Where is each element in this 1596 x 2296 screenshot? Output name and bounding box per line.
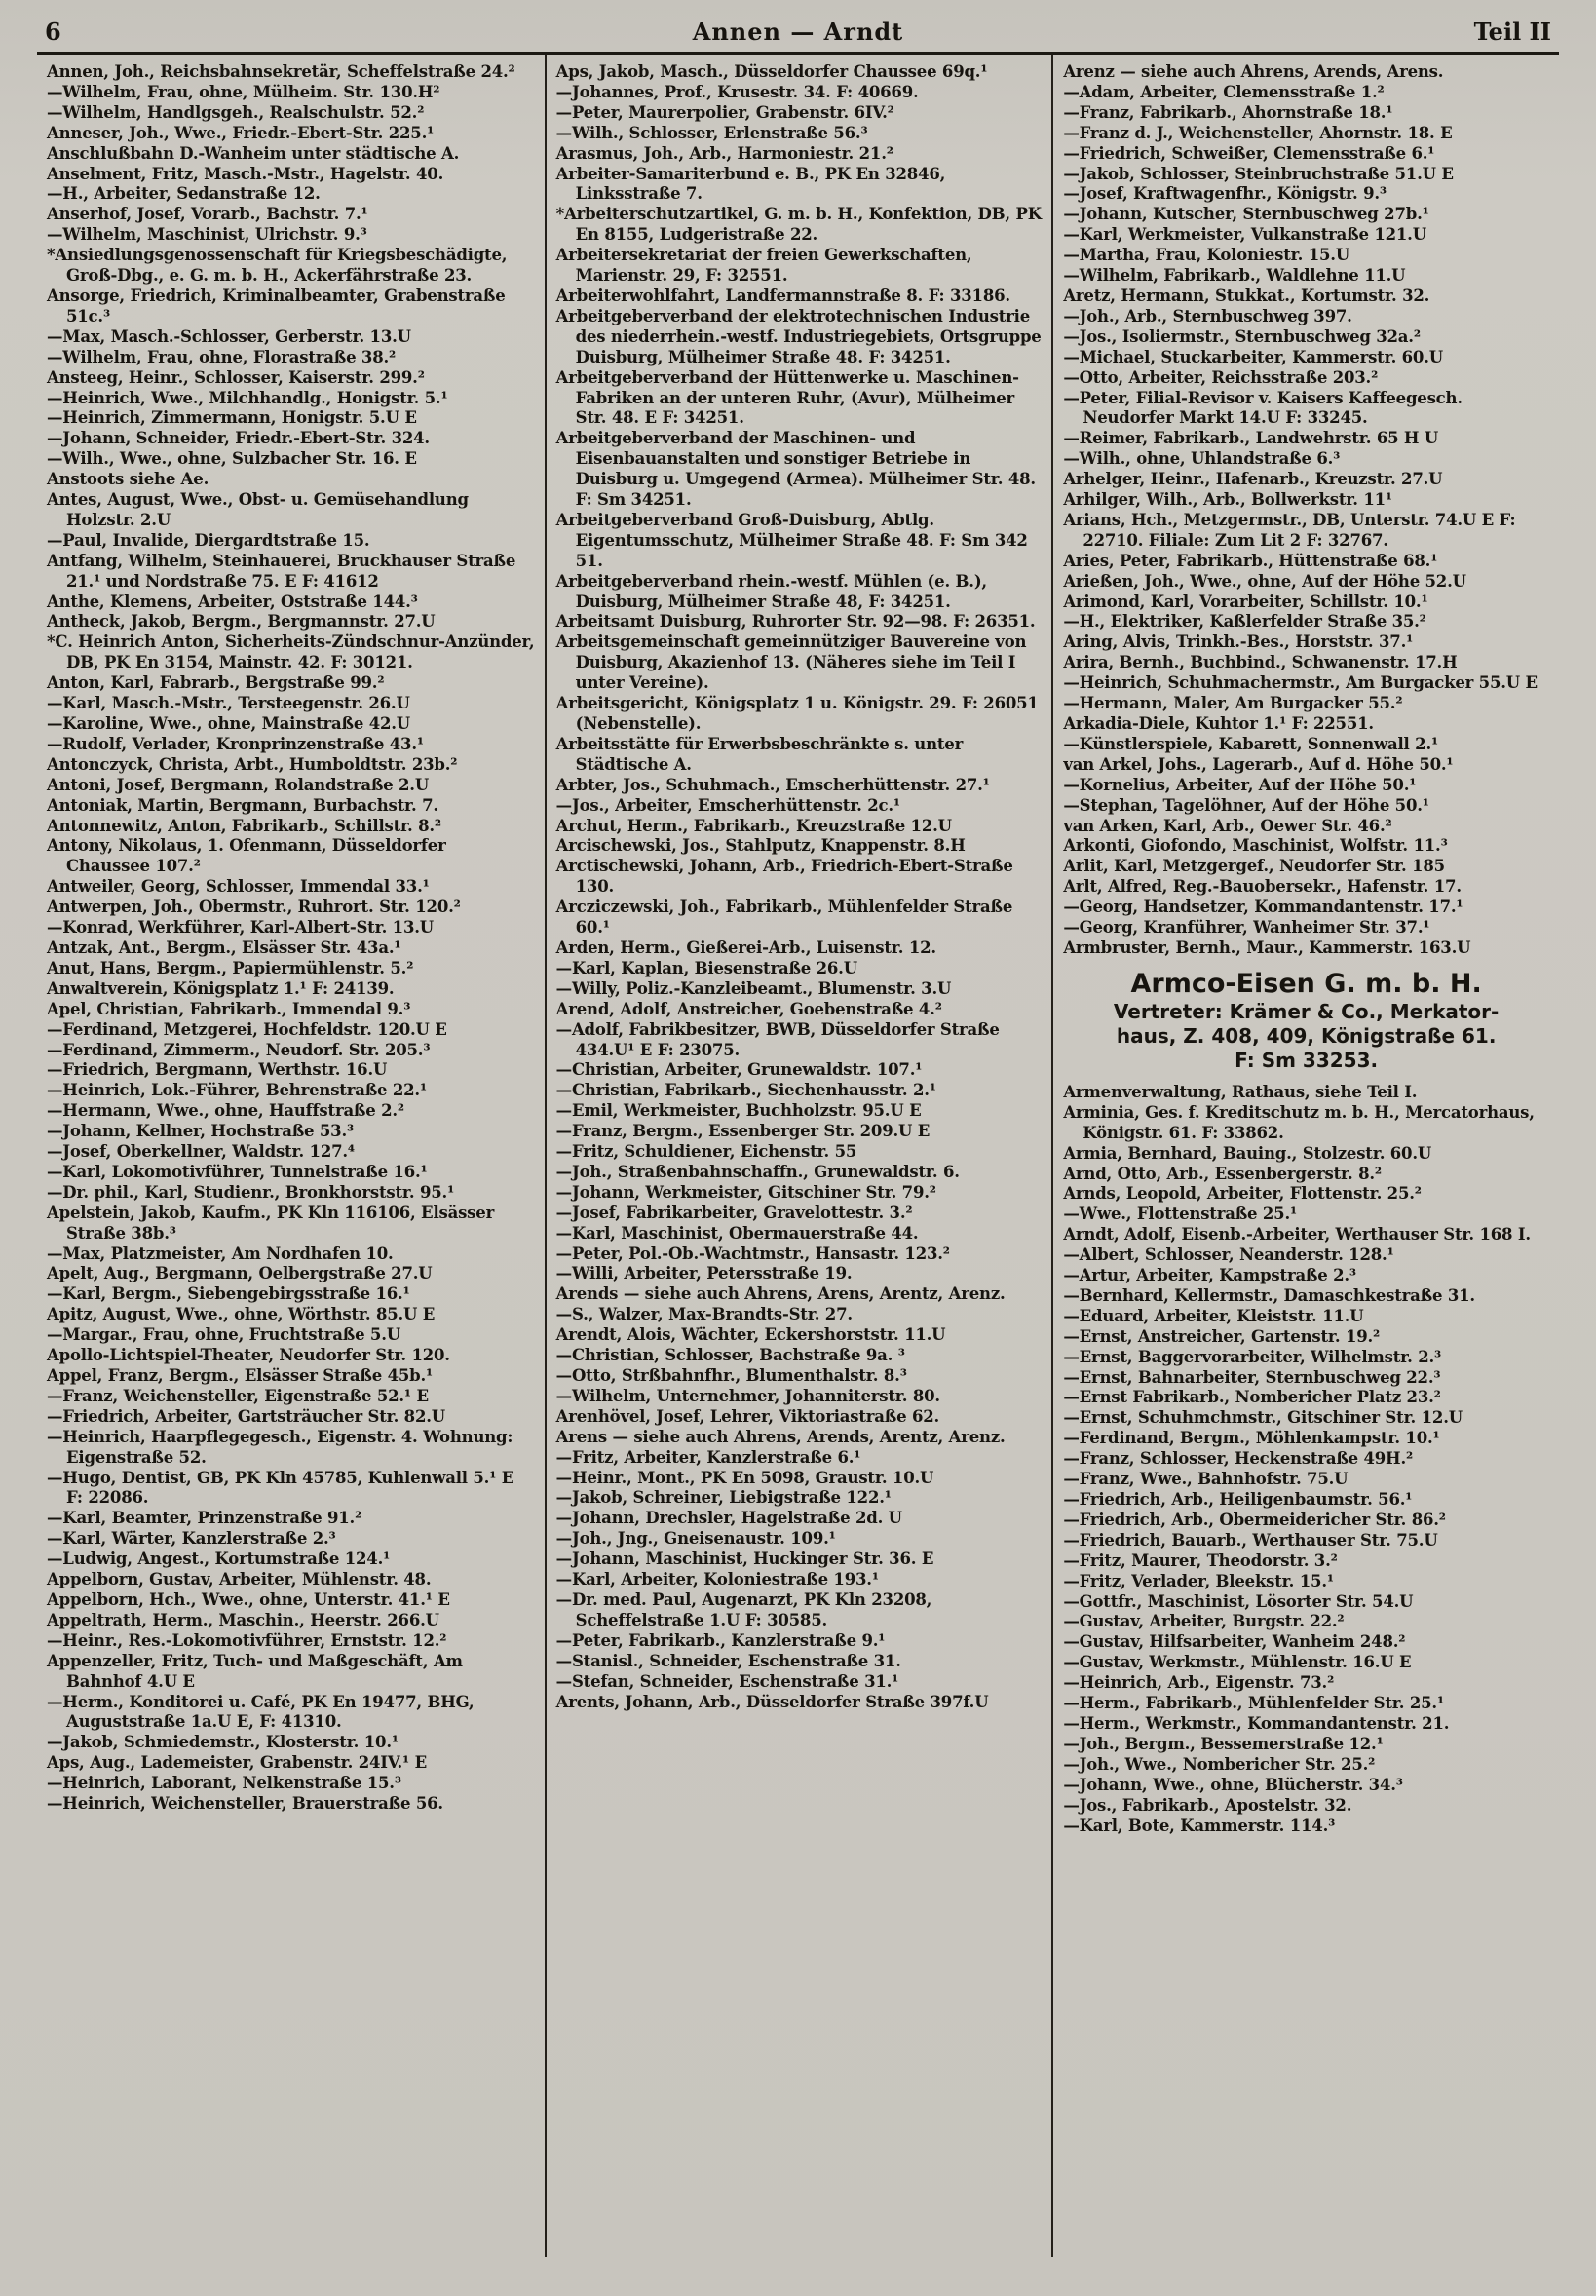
directory-entry: —Ernst, Bahnarbeiter, Sternbuschweg 22.³ [1063, 1367, 1441, 1387]
directory-entry: Anton, Karl, Fabrarb., Bergstraße 99.² [47, 673, 385, 693]
directory-entry: —Heinrich, Zimmermann, Honigstr. 5.U E [47, 408, 417, 428]
directory-entry: —Heinr., Res.-Lokomotivführer, Ernststr. 12.² [47, 1630, 447, 1650]
directory-entry: —Künstlerspiele, Kabarett, Sonnenwall 2.¹ [1063, 734, 1439, 753]
directory-entry: —S., Walzer, Max-Brandts-Str. 27. [555, 1305, 853, 1324]
directory-entry: —Karl, Lokomotivführer, Tunnelstraße 16.¹ [47, 1162, 428, 1181]
directory-entry: Arend, Adolf, Anstreicher, Goebenstraße 4.² [555, 999, 942, 1018]
directory-entry: —Heinrich, Arb., Eigenstr. 73.² [1063, 1673, 1335, 1693]
directory-entry: —Friedrich, Schweißer, Clemensstraße 6.¹ [1063, 143, 1435, 163]
directory-entry: —Albert, Schlosser, Neanderstr. 128.¹ [1063, 1245, 1394, 1265]
directory-entry: Arminia, Ges. f. Kreditschutz m. b. H., Mercatorhaus, Königstr. 61. F: 33862. [1063, 1102, 1535, 1142]
directory-entry: —Karl, Wärter, Kanzlerstraße 2.³ [47, 1529, 336, 1549]
directory-entry: Arießen, Joh., Wwe., ohne, Auf der Höhe 52.U [1063, 571, 1466, 591]
directory-entry: —Stefan, Schneider, Eschenstraße 31.¹ [555, 1671, 899, 1691]
directory-entry: —Fritz, Arbeiter, Kanzlerstraße 6.¹ [555, 1447, 861, 1467]
directory-entry: Aring, Alvis, Trinkh.-Bes., Horststr. 37.¹ [1063, 632, 1414, 652]
directory-entry: Anwaltverein, Königsplatz 1.¹ F: 24139. [47, 978, 395, 998]
directory-entry: —Johann, Werkmeister, Gitschiner Str. 79.² [555, 1182, 936, 1202]
directory-entry: Arctischewski, Johann, Arb., Friedrich-Ebert-Straße 130. [555, 857, 1013, 897]
directory-entry: —Christian, Fabrikarb., Siechenhausstr. 2.¹ [555, 1081, 936, 1100]
columns-container [37, 55, 1559, 2257]
directory-entry: —Joh., Arb., Sternbuschweg 397. [1063, 306, 1352, 325]
directory-entry: —Dr. phil., Karl, Studienr., Bronkhorststr. 95.¹ [47, 1182, 455, 1202]
directory-entry: —Wilh., Schlosser, Erlenstraße 56.³ [555, 123, 868, 142]
directory-entry: —Gustav, Hilfsarbeiter, Wanheim 248.² [1063, 1632, 1406, 1652]
directory-entry: —Adolf, Fabrikbesitzer, BWB, Düsseldorfer Straße 434.U¹ E F: 23075. [555, 1019, 1000, 1059]
directory-entry: Appelborn, Hch., Wwe., ohne, Unterstr. 41.¹ E [47, 1589, 450, 1609]
directory-entry: *Ansiedlungsgenossenschaft für Kriegsbeschädigte, Groß-Dbg., e. G. m. b. H., Ackerfährstraße 23. [47, 246, 508, 286]
directory-entry: —Karl, Bote, Kammerstr. 114.³ [1063, 1816, 1336, 1835]
directory-entry: Arbeitsamt Duisburg, Ruhrorter Str. 92—98. F: 26351. [555, 612, 1036, 631]
directory-entry: Annen, Joh., Reichsbahnsekretär, Scheffelstraße 24.² [47, 62, 515, 81]
directory-entry: —Josef, Kraftwagenfhr., Königstr. 9.³ [1063, 184, 1387, 204]
directory-entry: —Friedrich, Bergmann, Werthstr. 16.U [47, 1060, 388, 1080]
directory-entry: —Karl, Bergm., Siebengebirgsstraße 16.¹ [47, 1284, 410, 1304]
directory-entry: —Reimer, Fabrikarb., Landwehrstr. 65 H U [1063, 429, 1439, 448]
directory-entry: Antony, Nikolaus, 1. Ofenmann, Düsseldorfer Chaussee 107.² [47, 836, 446, 876]
directory-entry: Arians, Hch., Metzgermstr., DB, Unterstr. 74.U E F: 22710. Filiale: Zum Lit 2 F: 32767. [1063, 510, 1516, 550]
directory-entry: —Georg, Kranführer, Wanheimer Str. 37.¹ [1063, 918, 1430, 938]
directory-entry: Arbeiter-Samariterbund e. B., PK En 32846, Linksstraße 7. [555, 164, 946, 204]
directory-entry: Archut, Herm., Fabrikarb., Kreuzstraße 12.U [555, 816, 952, 835]
directory-entry: —H., Arbeiter, Sedanstraße 12. [47, 184, 321, 204]
directory-entry: Arbeitsstätte für Erwerbsbeschränkte s. unter Städtische A. [555, 734, 964, 774]
directory-entry: —Ludwig, Angest., Kortumstraße 124.¹ [47, 1550, 391, 1569]
directory-entry: —Herm., Werkmstr., Kommandantenstr. 21. [1063, 1713, 1450, 1733]
directory-entry: Arira, Bernh., Buchbind., Schwanenstr. 17.H [1063, 653, 1458, 672]
directory-entry: —Johann, Kellner, Hochstraße 53.³ [47, 1122, 355, 1141]
directory-entry: Arnd, Otto, Arb., Essenbergerstr. 8.² [1063, 1164, 1382, 1183]
column-3 [1051, 55, 1559, 2257]
directory-entry: —Georg, Handsetzer, Kommandantenstr. 17.¹ [1063, 898, 1463, 917]
directory-entry: —Heinr., Mont., PK En 5098, Graustr. 10.U [555, 1468, 934, 1487]
directory-entry: Apollo-Lichtspiel-Theater, Neudorfer Str. 120. [47, 1346, 450, 1365]
directory-entry: Armbruster, Bernh., Maur., Kammerstr. 163.U [1063, 938, 1471, 957]
directory-entry: —Ernst Fabrikarb., Nombericher Platz 23.² [1063, 1388, 1441, 1407]
directory-entry: Appenzeller, Fritz, Tuch- und Maßgeschäft, Am Bahnhof 4.U E [47, 1651, 463, 1691]
directory-entry: —Franz, Weichensteller, Eigenstraße 52.¹ E [47, 1386, 429, 1405]
directory-entry: —Josef, Oberkellner, Waldstr. 127.⁴ [47, 1142, 355, 1162]
directory-entry: Aps, Aug., Lademeister, Grabenstr. 24IV.¹ E [47, 1753, 428, 1773]
directory-entry: —Wilhelm, Maschinist, Ulrichstr. 9.³ [47, 225, 367, 245]
directory-entry: —Joh., Bergm., Bessemerstraße 12.¹ [1063, 1734, 1384, 1753]
directory-entry: —Wilh., Wwe., ohne, Sulzbacher Str. 16. E [47, 449, 417, 469]
directory-entry: Arlt, Alfred, Reg.-Bauobersekr., Hafenstr. 17. [1063, 877, 1462, 897]
directory-entry: —Jos., Isoliermstr., Sternbuschweg 32a.² [1063, 326, 1421, 346]
directory-entry: Arbeitgeberverband der Hüttenwerke u. Maschinen-Fabriken an der unteren Ruhr, (Avur), Mülheimer Str. 48. E F: 34251. [555, 367, 1019, 428]
directory-entry: —Artur, Arbeiter, Kampstraße 2.³ [1063, 1266, 1356, 1285]
directory-entry: —Rudolf, Verlader, Kronprinzenstraße 43.¹ [47, 734, 424, 753]
directory-entry: Arcischewski, Jos., Stahlputz, Knappenstr. 8.H [555, 836, 966, 856]
directory-entry: —Friedrich, Bauarb., Werthauser Str. 75.U [1063, 1530, 1438, 1550]
directory-entry: —Wilh., ohne, Uhlandstraße 6.³ [1063, 449, 1341, 469]
directory-entry: —Karl, Beamter, Prinzenstraße 91.² [47, 1509, 362, 1528]
directory-entry: Aries, Peter, Fabrikarb., Hüttenstraße 68.¹ [1063, 551, 1438, 570]
directory-entry: Armenverwaltung, Rathaus, siehe Teil I. [1063, 1082, 1418, 1101]
directory-entry: *Arbeiterschutzartikel, G. m. b. H., Konfektion, DB, PK En 8155, Ludgeristraße 22. [555, 205, 1042, 245]
directory-entry: Arcziczewski, Joh., Fabrikarb., Mühlenfelder Straße 60.¹ [555, 898, 1013, 938]
directory-entry: —Kornelius, Arbeiter, Auf der Höhe 50.¹ [1063, 775, 1417, 794]
directory-entry: —Peter, Fabrikarb., Kanzlerstraße 9.¹ [555, 1630, 886, 1650]
directory-entry: —Wilhelm, Fabrikarb., Waldlehne 11.U [1063, 266, 1406, 286]
directory-entry: Arkonti, Giofondo, Maschinist, Wolfstr. 11.³ [1063, 836, 1448, 856]
directory-entry: Arbeitersekretariat der freien Gewerkschaften, Marienstr. 29, F: 32551. [555, 246, 972, 286]
directory-entry: —Paul, Invalide, Diergardtstraße 15. [47, 530, 370, 550]
directory-entry: —Wilhelm, Frau, ohne, Florastraße 38.² [47, 347, 397, 366]
directory-entry: Antonczyck, Christa, Arbt., Humboldtstr. 23b.² [47, 754, 458, 774]
column-1 [37, 55, 545, 2257]
directory-entry: Antweiler, Georg, Schlosser, Immendal 33.¹ [47, 877, 430, 897]
directory-entry: —Otto, Arbeiter, Reichsstraße 203.² [1063, 367, 1379, 387]
directory-entry: —Heinrich, Haarpflegegesch., Eigenstr. 4. Wohnung: Eigenstraße 52. [47, 1427, 513, 1467]
directory-entry: —Franz, Fabrikarb., Ahornstraße 18.¹ [1063, 102, 1393, 122]
directory-entry: Arens — siehe auch Ahrens, Arends, Arentz, Arenz. [555, 1427, 1006, 1446]
directory-entry: —Fritz, Verlader, Bleekstr. 15.¹ [1063, 1571, 1334, 1590]
directory-entry: Arenhövel, Josef, Lehrer, Viktoriastraße 62. [555, 1406, 940, 1426]
directory-entry: —Jakob, Schreiner, Liebigstraße 122.¹ [555, 1488, 892, 1508]
directory-entry: Anthe, Klemens, Arbeiter, Oststraße 144.³ [47, 592, 418, 611]
directory-entry: Antoniak, Martin, Bergmann, Burbachstr. 7. [47, 795, 438, 815]
directory-entry: —Ernst, Anstreicher, Gartenstr. 19.² [1063, 1326, 1381, 1346]
directory-entry: —Wilhelm, Handlgsgeh., Realschulstr. 52.² [47, 102, 425, 122]
directory-entry: Antfang, Wilhelm, Steinhauerei, Bruckhauser Straße 21.¹ und Nordstraße 75. E F: 41612 [47, 551, 516, 591]
directory-entry: —Gottfr., Maschinist, Lösorter Str. 54.U [1063, 1591, 1414, 1611]
directory-entry: —Heinrich, Weichensteller, Brauerstraße 56. [47, 1794, 443, 1814]
directory-entry: —Wwe., Flottenstraße 25.¹ [1063, 1205, 1298, 1224]
directory-entry: —Karl, Kaplan, Biesenstraße 26.U [555, 958, 857, 977]
directory-entry: —Heinrich, Wwe., Milchhandlg., Honigstr. 5.¹ [47, 388, 448, 407]
directory-entry: —Emil, Werkmeister, Buchholzstr. 95.U E [555, 1101, 922, 1121]
directory-entry: —Karl, Werkmeister, Vulkanstraße 121.U [1063, 225, 1426, 245]
directory-entry: —Fritz, Schuldiener, Eichenstr. 55 [555, 1142, 857, 1162]
directory-entry: —Heinrich, Schuhmachermstr., Am Burgacker 55.U E [1063, 673, 1538, 693]
directory-entry: Appeltrath, Herm., Maschin., Heerstr. 266.U [47, 1610, 439, 1629]
ad-title: Armco-Eisen G. m. b. H. [1130, 968, 1482, 999]
directory-entry: —Max, Masch.-Schlosser, Gerberstr. 13.U [47, 326, 411, 346]
directory-entry: Arndt, Adolf, Eisenb.-Arbeiter, Werthauser Str. 168 I. [1063, 1225, 1531, 1244]
page-header [37, 18, 1559, 55]
directory-entry: Anselment, Fritz, Masch.-Mstr., Hagelstr. 40. [47, 164, 444, 183]
directory-entry: —Johann, Maschinist, Huckinger Str. 36. E [555, 1550, 934, 1569]
directory-entry: Arbeitsgemeinschaft gemeinnütziger Bauvereine von Duisburg, Akazienhof 13. (Näheres siehe im Teil I unter Vereine). [555, 632, 1027, 693]
armco-ad [1063, 969, 1549, 1073]
directory-entry: Antzak, Ant., Bergm., Elsässer Str. 43a.¹ [47, 938, 401, 957]
directory-entry: Arkadia-Diele, Kuhtor 1.¹ F: 22551. [1063, 714, 1374, 733]
directory-entry: —Christian, Schlosser, Bachstraße 9a. ³ [555, 1346, 905, 1365]
directory-entry: —Christian, Arbeiter, Grunewaldstr. 107.¹ [555, 1060, 923, 1080]
directory-entry: Appel, Franz, Bergm., Elsässer Straße 45b.¹ [47, 1366, 434, 1385]
directory-entry: —Margar., Frau, ohne, Fruchtstraße 5.U [47, 1325, 400, 1345]
directory-entry: Arbeiterwohlfahrt, Landfermannstraße 8. F: 33186. [555, 286, 1010, 305]
directory-entry: Arhelger, Heinr., Hafenarb., Kreuzstr. 27.U [1063, 470, 1443, 489]
directory-entry: Arents, Johann, Arb., Düsseldorfer Straße 397f.U [555, 1692, 989, 1711]
directory-entry: —Hugo, Dentist, GB, PK Kln 45785, Kuhlenwall 5.¹ E F: 22086. [47, 1468, 514, 1508]
directory-entry: —Johann, Wwe., ohne, Blücherstr. 34.³ [1063, 1775, 1403, 1794]
directory-entry: Arends — siehe auch Ahrens, Arens, Arentz, Arenz. [555, 1284, 1006, 1304]
directory-entry: Arbter, Jos., Schuhmach., Emscherhüttenstr. 27.¹ [555, 775, 990, 794]
directory-entry: —Karl, Arbeiter, Koloniestraße 193.¹ [555, 1570, 879, 1589]
directory-entry: —Herm., Fabrikarb., Mühlenfelder Str. 25.¹ [1063, 1694, 1444, 1713]
directory-entry: Ansorge, Friedrich, Kriminalbeamter, Grabenstraße 51c.³ [47, 286, 506, 325]
directory-entry: *C. Heinrich Anton, Sicherheits-Zündschnur-Anzünder, DB, PK En 3154, Mainstr. 42. F: 30121. [47, 632, 535, 672]
directory-entry: —Johann, Kutscher, Sternbuschweg 27b.¹ [1063, 205, 1429, 224]
directory-entry: —Bernhard, Kellermstr., Damaschkestraße 31. [1063, 1285, 1475, 1305]
directory-entry: —Heinrich, Lok.-Führer, Behrenstraße 22.¹ [47, 1081, 427, 1100]
directory-entry: Ansteeg, Heinr., Schlosser, Kaiserstr. 299.² [47, 367, 425, 387]
directory-entry: Antheck, Jakob, Bergm., Bergmannstr. 27.U [47, 612, 436, 631]
directory-entry: —Peter, Pol.-Ob.-Wachtmstr., Hansastr. 123.² [555, 1244, 950, 1263]
directory-entry: Appelborn, Gustav, Arbeiter, Mühlenstr. 48. [47, 1570, 432, 1589]
directory-entry: Arbeitgeberverband der elektrotechnischen Industrie des niederrhein.-westf. Industriegebiets, Ortsgruppe Duisburg, Mülheimer Straße 48. F: 34251. [555, 306, 1042, 366]
directory-entry: van Arkel, Johs., Lagerarb., Auf d. Höhe 50.¹ [1063, 754, 1454, 774]
directory-entry: —Martha, Frau, Koloniestr. 15.U [1063, 246, 1350, 265]
directory-entry: —Wilhelm, Unternehmer, Johanniterstr. 80. [555, 1386, 940, 1405]
directory-entry: Aps, Jakob, Masch., Düsseldorfer Chaussee 69q.¹ [555, 62, 988, 81]
directory-entry: —Franz d. J., Weichensteller, Ahornstr. 18. E [1063, 123, 1453, 142]
directory-entry: —Friedrich, Arb., Obermeidericher Str. 86.² [1063, 1510, 1446, 1529]
directory-entry: Arden, Herm., Gießerei-Arb., Luisenstr. 12. [555, 938, 936, 957]
directory-entry: —Franz, Wwe., Bahnhofstr. 75.U [1063, 1470, 1349, 1489]
directory-entry: —Friedrich, Arb., Heiligenbaumstr. 56.¹ [1063, 1490, 1413, 1509]
directory-entry: Arasmus, Joh., Arb., Harmoniestr. 21.² [555, 143, 893, 163]
directory-entry: Arbeitgeberverband rhein.-westf. Mühlen (e. B.), Duisburg, Mülheimer Straße 48, F: 34251. [555, 571, 987, 611]
directory-entry: —Johann, Schneider, Friedr.-Ebert-Str. 324. [47, 429, 430, 448]
directory-entry: Antonnewitz, Anton, Fabrikarb., Schillstr. 8.² [47, 816, 441, 835]
directory-entry: Anut, Hans, Bergm., Papiermühlenstr. 5.² [47, 958, 414, 977]
directory-entry: —Adam, Arbeiter, Clemensstraße 1.² [1063, 82, 1385, 101]
directory-entry: —Ernst, Baggervorarbeiter, Wilhelmstr. 2.³ [1063, 1347, 1442, 1366]
section-label: Teil II [1473, 18, 1551, 46]
directory-entry: —Ferdinand, Zimmerm., Neudorf. Str. 205.³ [47, 1040, 431, 1059]
directory-entry: —Herm., Konditorei u. Café, PK En 19477, BHG, Auguststraße 1a.U E, F: 41310. [47, 1692, 475, 1732]
ad-line: Vertreter: Krämer & Co., Merkator- [1113, 999, 1500, 1023]
directory-entry: Anneser, Joh., Wwe., Friedr.-Ebert-Str. 225.¹ [47, 123, 435, 142]
page-number: 6 [45, 18, 61, 46]
directory-entry: —Gustav, Arbeiter, Burgstr. 22.² [1063, 1612, 1345, 1631]
directory-entry: —Ferdinand, Bergm., Möhlenkampstr. 10.¹ [1063, 1429, 1440, 1448]
directory-entry: Aretz, Hermann, Stukkat., Kortumstr. 32. [1063, 286, 1430, 305]
directory-entry: Arnds, Leopold, Arbeiter, Flottenstr. 25.² [1063, 1184, 1422, 1204]
directory-entry: —Jakob, Schmiedemstr., Klosterstr. 10.¹ [47, 1733, 399, 1752]
directory-entry: —Willi, Arbeiter, Petersstraße 19. [555, 1264, 853, 1283]
directory-entry: Arenz — siehe auch Ahrens, Arends, Arens. [1063, 62, 1444, 81]
directory-entry: —Peter, Filial-Revisor v. Kaisers Kaffeegesch. Neudorfer Markt 14.U F: 33245. [1063, 388, 1463, 428]
directory-entry: —Karl, Masch.-Mstr., Tersteegenstr. 26.U [47, 694, 410, 713]
directory-entry: —Joh., Jng., Gneisenaustr. 109.¹ [555, 1529, 836, 1549]
directory-entry: Arbeitsgericht, Königsplatz 1 u. Königstr. 29. F: 26051 (Nebenstelle). [555, 694, 1039, 733]
directory-entry: —Peter, Maurerpolier, Grabenstr. 6IV.² [555, 102, 894, 122]
directory-entry: Antwerpen, Joh., Obermstr., Ruhrort. Str. 120.² [47, 898, 461, 917]
directory-entry: Apelt, Aug., Bergmann, Oelbergstraße 27.U [47, 1264, 433, 1283]
directory-entry: Apelstein, Jakob, Kaufm., PK Kln 116106, Elsässer Straße 38b.³ [47, 1203, 495, 1243]
directory-entry: Anserhof, Josef, Vorarb., Bachstr. 7.¹ [47, 205, 368, 224]
directory-entry: Antoni, Josef, Bergmann, Rolandstraße 2.U [47, 775, 430, 794]
directory-entry: —Stephan, Tagelöhner, Auf der Höhe 50.¹ [1063, 795, 1429, 815]
directory-entry: —Johann, Drechsler, Hagelstraße 2d. U [555, 1509, 902, 1528]
directory-entry: —Joh., Wwe., Nombericher Str. 25.² [1063, 1754, 1376, 1774]
directory-entry: —Karl, Maschinist, Obermauerstraße 44. [555, 1223, 919, 1243]
directory-entry: Apel, Christian, Fabrikarb., Immendal 9.³ [47, 999, 411, 1018]
directory-entry: Arbeitgeberverband der Maschinen- und Eisenbauanstalten und sonstiger Betriebe in Duisburg u. Umgegend (Armea). Mülheimer Str. 48. F: Sm 34251. [555, 429, 1036, 510]
ad-line: haus, Z. 408, 409, Königstraße 61. [1116, 1023, 1497, 1048]
directory-entry: —Dr. med. Paul, Augenarzt, PK Kln 23208, Scheffelstraße 1.U F: 30585. [555, 1589, 932, 1629]
directory-entry: —Hermann, Wwe., ohne, Hauffstraße 2.² [47, 1101, 404, 1121]
directory-entry: —Jos., Fabrikarb., Apostelstr. 32. [1063, 1795, 1352, 1815]
column-2 [545, 55, 1052, 2257]
directory-entry: —Willy, Poliz.-Kanzleibeamt., Blumenstr. 3.U [555, 978, 952, 998]
directory-entry: —Fritz, Maurer, Theodorstr. 3.² [1063, 1550, 1338, 1570]
directory-entry: —H., Elektriker, Kaßlerfelder Straße 35.² [1063, 612, 1426, 631]
directory-entry: Antes, August, Wwe., Obst- u. Gemüsehandlung Holzstr. 2.U [47, 490, 469, 529]
directory-entry: —Josef, Fabrikarbeiter, Gravelottestr. 3.² [555, 1203, 913, 1222]
directory-entry: —Eduard, Arbeiter, Kleiststr. 11.U [1063, 1306, 1364, 1325]
directory-entry: —Heinrich, Laborant, Nelkenstraße 15.³ [47, 1774, 401, 1793]
directory-entry: Arendt, Alois, Wächter, Eckershorststr. 11.U [555, 1325, 946, 1345]
directory-entry: —Jos., Arbeiter, Emscherhüttenstr. 2c.¹ [555, 795, 900, 815]
ad-line: F: Sm 33253. [1235, 1048, 1379, 1072]
directory-entry: Arhilger, Wilh., Arb., Bollwerkstr. 11¹ [1063, 490, 1392, 510]
directory-entry: van Arken, Karl, Arb., Oewer Str. 46.² [1063, 816, 1392, 835]
directory-entry: —Gustav, Werkmstr., Mühlenstr. 16.U E [1063, 1653, 1412, 1672]
page-title: Annen — Arndt [692, 18, 904, 46]
directory-entry: —Stanisl., Schneider, Eschenstraße 31. [555, 1651, 901, 1670]
directory-entry: Arimond, Karl, Vorarbeiter, Schillstr. 10.¹ [1063, 592, 1428, 611]
directory-entry: —Karoline, Wwe., ohne, Mainstraße 42.U [47, 714, 410, 733]
directory-entry: Arbeitgeberverband Groß-Duisburg, Abtlg. Eigentumsschutz, Mülheimer Straße 48. F: Sm 342 51. [555, 510, 1028, 570]
directory-entry: —Ernst, Schuhmchmstr., Gitschiner Str. 12.U [1063, 1408, 1463, 1428]
directory-entry: —Johannes, Prof., Krusestr. 34. F: 40669. [555, 82, 919, 101]
directory-entry: —Konrad, Werkführer, Karl-Albert-Str. 13.U [47, 918, 434, 938]
directory-entry: —Jakob, Schlosser, Steinbruchstraße 51.U E [1063, 164, 1454, 183]
directory-entry: —Max, Platzmeister, Am Nordhafen 10. [47, 1244, 394, 1263]
directory-entry: —Otto, Strßbahnfhr., Blumenthalstr. 8.³ [555, 1366, 907, 1385]
directory-entry: Anstoots siehe Ae. [47, 470, 209, 489]
directory-entry: —Ferdinand, Metzgerei, Hochfeldstr. 120.U E [47, 1019, 447, 1039]
directory-entry: —Michael, Stuckarbeiter, Kammerstr. 60.U [1063, 347, 1443, 366]
directory-entry: Apitz, August, Wwe., ohne, Wörthstr. 85.U E [47, 1305, 436, 1324]
directory-entry: —Friedrich, Arbeiter, Gartsträucher Str. 82.U [47, 1406, 445, 1426]
directory-entry: —Hermann, Maler, Am Burgacker 55.² [1063, 694, 1403, 713]
directory-entry: Arlit, Karl, Metzgergef., Neudorfer Str. 185 [1063, 857, 1445, 876]
directory-entry: Anschlußbahn D.-Wanheim unter städtische A. [47, 143, 460, 163]
directory-entry: —Franz, Schlosser, Heckenstraße 49H.² [1063, 1449, 1414, 1469]
directory-entry: Armia, Bernhard, Bauing., Stolzestr. 60.U [1063, 1143, 1432, 1163]
directory-entry: —Franz, Bergm., Essenberger Str. 209.U E [555, 1122, 931, 1141]
directory-entry: —Joh., Straßenbahnschaffn., Grunewaldstr. 6. [555, 1162, 960, 1181]
directory-entry: —Wilhelm, Frau, ohne, Mülheim. Str. 130.H² [47, 82, 440, 101]
